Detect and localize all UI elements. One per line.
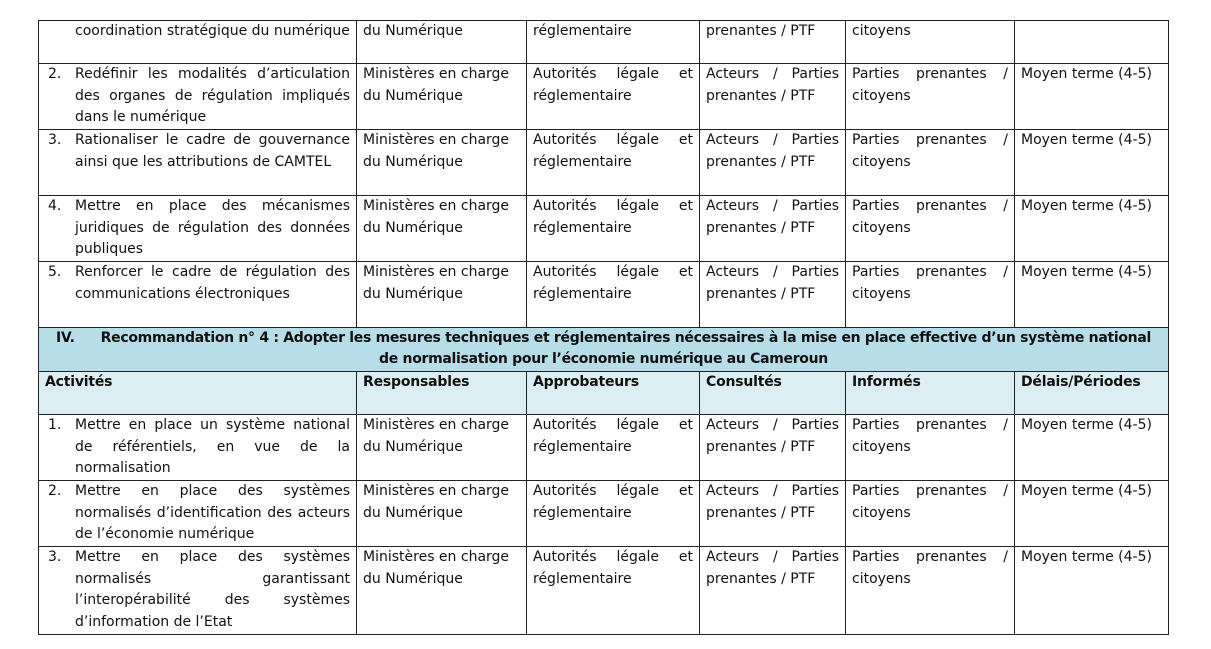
responsables-cell: Ministères en charge du Numérique: [357, 64, 527, 130]
header-approbateurs: Approbateurs: [527, 372, 700, 415]
delais-cell: Moyen terme (4-5): [1015, 547, 1169, 635]
activity-cell: [39, 262, 357, 328]
responsables-cell: Ministères en charge du Numérique: [357, 415, 527, 481]
responsables-cell: Ministères en charge du Numérique: [357, 196, 527, 262]
informes-cell: Parties prenantes / citoyens: [846, 262, 1015, 328]
consultes-cell: Acteurs / Parties prenantes / PTF: [700, 64, 846, 130]
delais-cell: Moyen terme (4-5): [1015, 196, 1169, 262]
informes-cell: Parties prenantes / citoyens: [846, 481, 1015, 547]
header-informes: Informés: [846, 372, 1015, 415]
recommendation-text: Recommandation n° 4 : Adopter les mesures techniques et réglementaires nécessaires à la mise en place effective d’un système national de normalisation pour l’économie numérique au Cameroun: [100, 330, 1151, 367]
table-header-row: [39, 372, 1169, 415]
activity-number: 3.: [48, 549, 62, 565]
informes-cell: Parties prenantes / citoyens: [846, 415, 1015, 481]
informes-cell: Parties prenantes / citoyens: [846, 64, 1015, 130]
consultes-cell: Acteurs / Parties prenantes / PTF: [700, 130, 846, 196]
table-row: [39, 262, 1169, 328]
approbateurs-cell: Autorités légale et réglementaire: [527, 481, 700, 547]
activity-text: Renforcer le cadre de régulation des communications électroniques: [75, 264, 350, 302]
recommendation-title: [39, 328, 1169, 372]
activity-number: 3.: [48, 132, 62, 148]
informes-cell: Parties prenantes / citoyens: [846, 196, 1015, 262]
header-delais: Délais/Périodes: [1015, 372, 1169, 415]
activity-text: Rationaliser le cadre de gouvernance ainsi que les attributions de CAMTEL: [75, 132, 350, 170]
header-responsables: Responsables: [357, 372, 527, 415]
activity-number: 4.: [48, 198, 62, 214]
delais-cell: Moyen terme (4-5): [1015, 64, 1169, 130]
consultes-cell: Acteurs / Parties prenantes / PTF: [700, 262, 846, 328]
activity-number: 2.: [48, 66, 62, 82]
table-row: [39, 64, 1169, 130]
responsables-cell: Ministères en charge du Numérique: [357, 262, 527, 328]
responsables-cell: Ministères en charge du Numérique: [357, 547, 527, 635]
informes-cell: Parties prenantes / citoyens: [846, 547, 1015, 635]
consultes-cell: Acteurs / Parties prenantes / PTF: [700, 415, 846, 481]
consultes-cell: Acteurs / Parties prenantes / PTF: [700, 481, 846, 547]
table-row: [39, 415, 1169, 481]
activity-text: Mettre en place des systèmes normalisés d’identification des acteurs de l’économie numérique: [75, 483, 350, 542]
section-3-rows: [39, 64, 1169, 328]
approbateurs-cell: Autorités légale et réglementaire: [527, 262, 700, 328]
activity-number: 1.: [48, 417, 62, 433]
table-row: [39, 130, 1169, 196]
activity-cell: [39, 481, 357, 547]
action-plan-table: [38, 20, 1169, 635]
recommendation-number: IV.: [56, 330, 75, 346]
activity-cell: [39, 130, 357, 196]
responsables-cell: du Numérique: [357, 21, 527, 64]
delais-cell: [1015, 21, 1169, 64]
activity-text: Mettre en place un système national de référentiels, en vue de la normalisation: [75, 417, 350, 476]
activity-text: Mettre en place des mécanismes juridiques de régulation des données publiques: [75, 198, 350, 257]
consultes-cell: Acteurs / Parties prenantes / PTF: [700, 196, 846, 262]
delais-cell: Moyen terme (4-5): [1015, 415, 1169, 481]
table-row-continuation: [39, 21, 1169, 64]
section-4-rows: [39, 415, 1169, 635]
delais-cell: Moyen terme (4-5): [1015, 262, 1169, 328]
activity-cell: [39, 64, 357, 130]
responsables-cell: Ministères en charge du Numérique: [357, 130, 527, 196]
delais-cell: Moyen terme (4-5): [1015, 481, 1169, 547]
approbateurs-cell: Autorités légale et réglementaire: [527, 64, 700, 130]
delais-cell: Moyen terme (4-5): [1015, 130, 1169, 196]
consultes-cell: Acteurs / Parties prenantes / PTF: [700, 547, 846, 635]
activity-cell: [39, 196, 357, 262]
table-row: [39, 481, 1169, 547]
table-row: [39, 196, 1169, 262]
approbateurs-cell: Autorités légale et réglementaire: [527, 547, 700, 635]
activity-cell: [39, 547, 357, 635]
consultes-cell: prenantes / PTF: [700, 21, 846, 64]
activity-number: 2.: [48, 483, 62, 499]
approbateurs-cell: Autorités légale et réglementaire: [527, 415, 700, 481]
informes-cell: Parties prenantes / citoyens: [846, 130, 1015, 196]
approbateurs-cell: Autorités légale et réglementaire: [527, 196, 700, 262]
activity-text: Mettre en place des systèmes normalisés garantissant l’interopérabilité des systèmes d’information de l’Etat: [75, 549, 350, 630]
table-row: [39, 547, 1169, 635]
responsables-cell: Ministères en charge du Numérique: [357, 481, 527, 547]
activity-number: 5.: [48, 264, 62, 280]
activity-cell: [39, 415, 357, 481]
recommendation-banner: [39, 328, 1169, 372]
informes-cell: citoyens: [846, 21, 1015, 64]
header-consultes: Consultés: [700, 372, 846, 415]
activity-cell: coordination stratégique du numérique: [39, 21, 357, 64]
approbateurs-cell: Autorités légale et réglementaire: [527, 130, 700, 196]
header-activites: Activités: [39, 372, 357, 415]
approbateurs-cell: réglementaire: [527, 21, 700, 64]
activity-text: Redéfinir les modalités d’articulation des organes de régulation impliqués dans le numérique: [75, 66, 350, 125]
